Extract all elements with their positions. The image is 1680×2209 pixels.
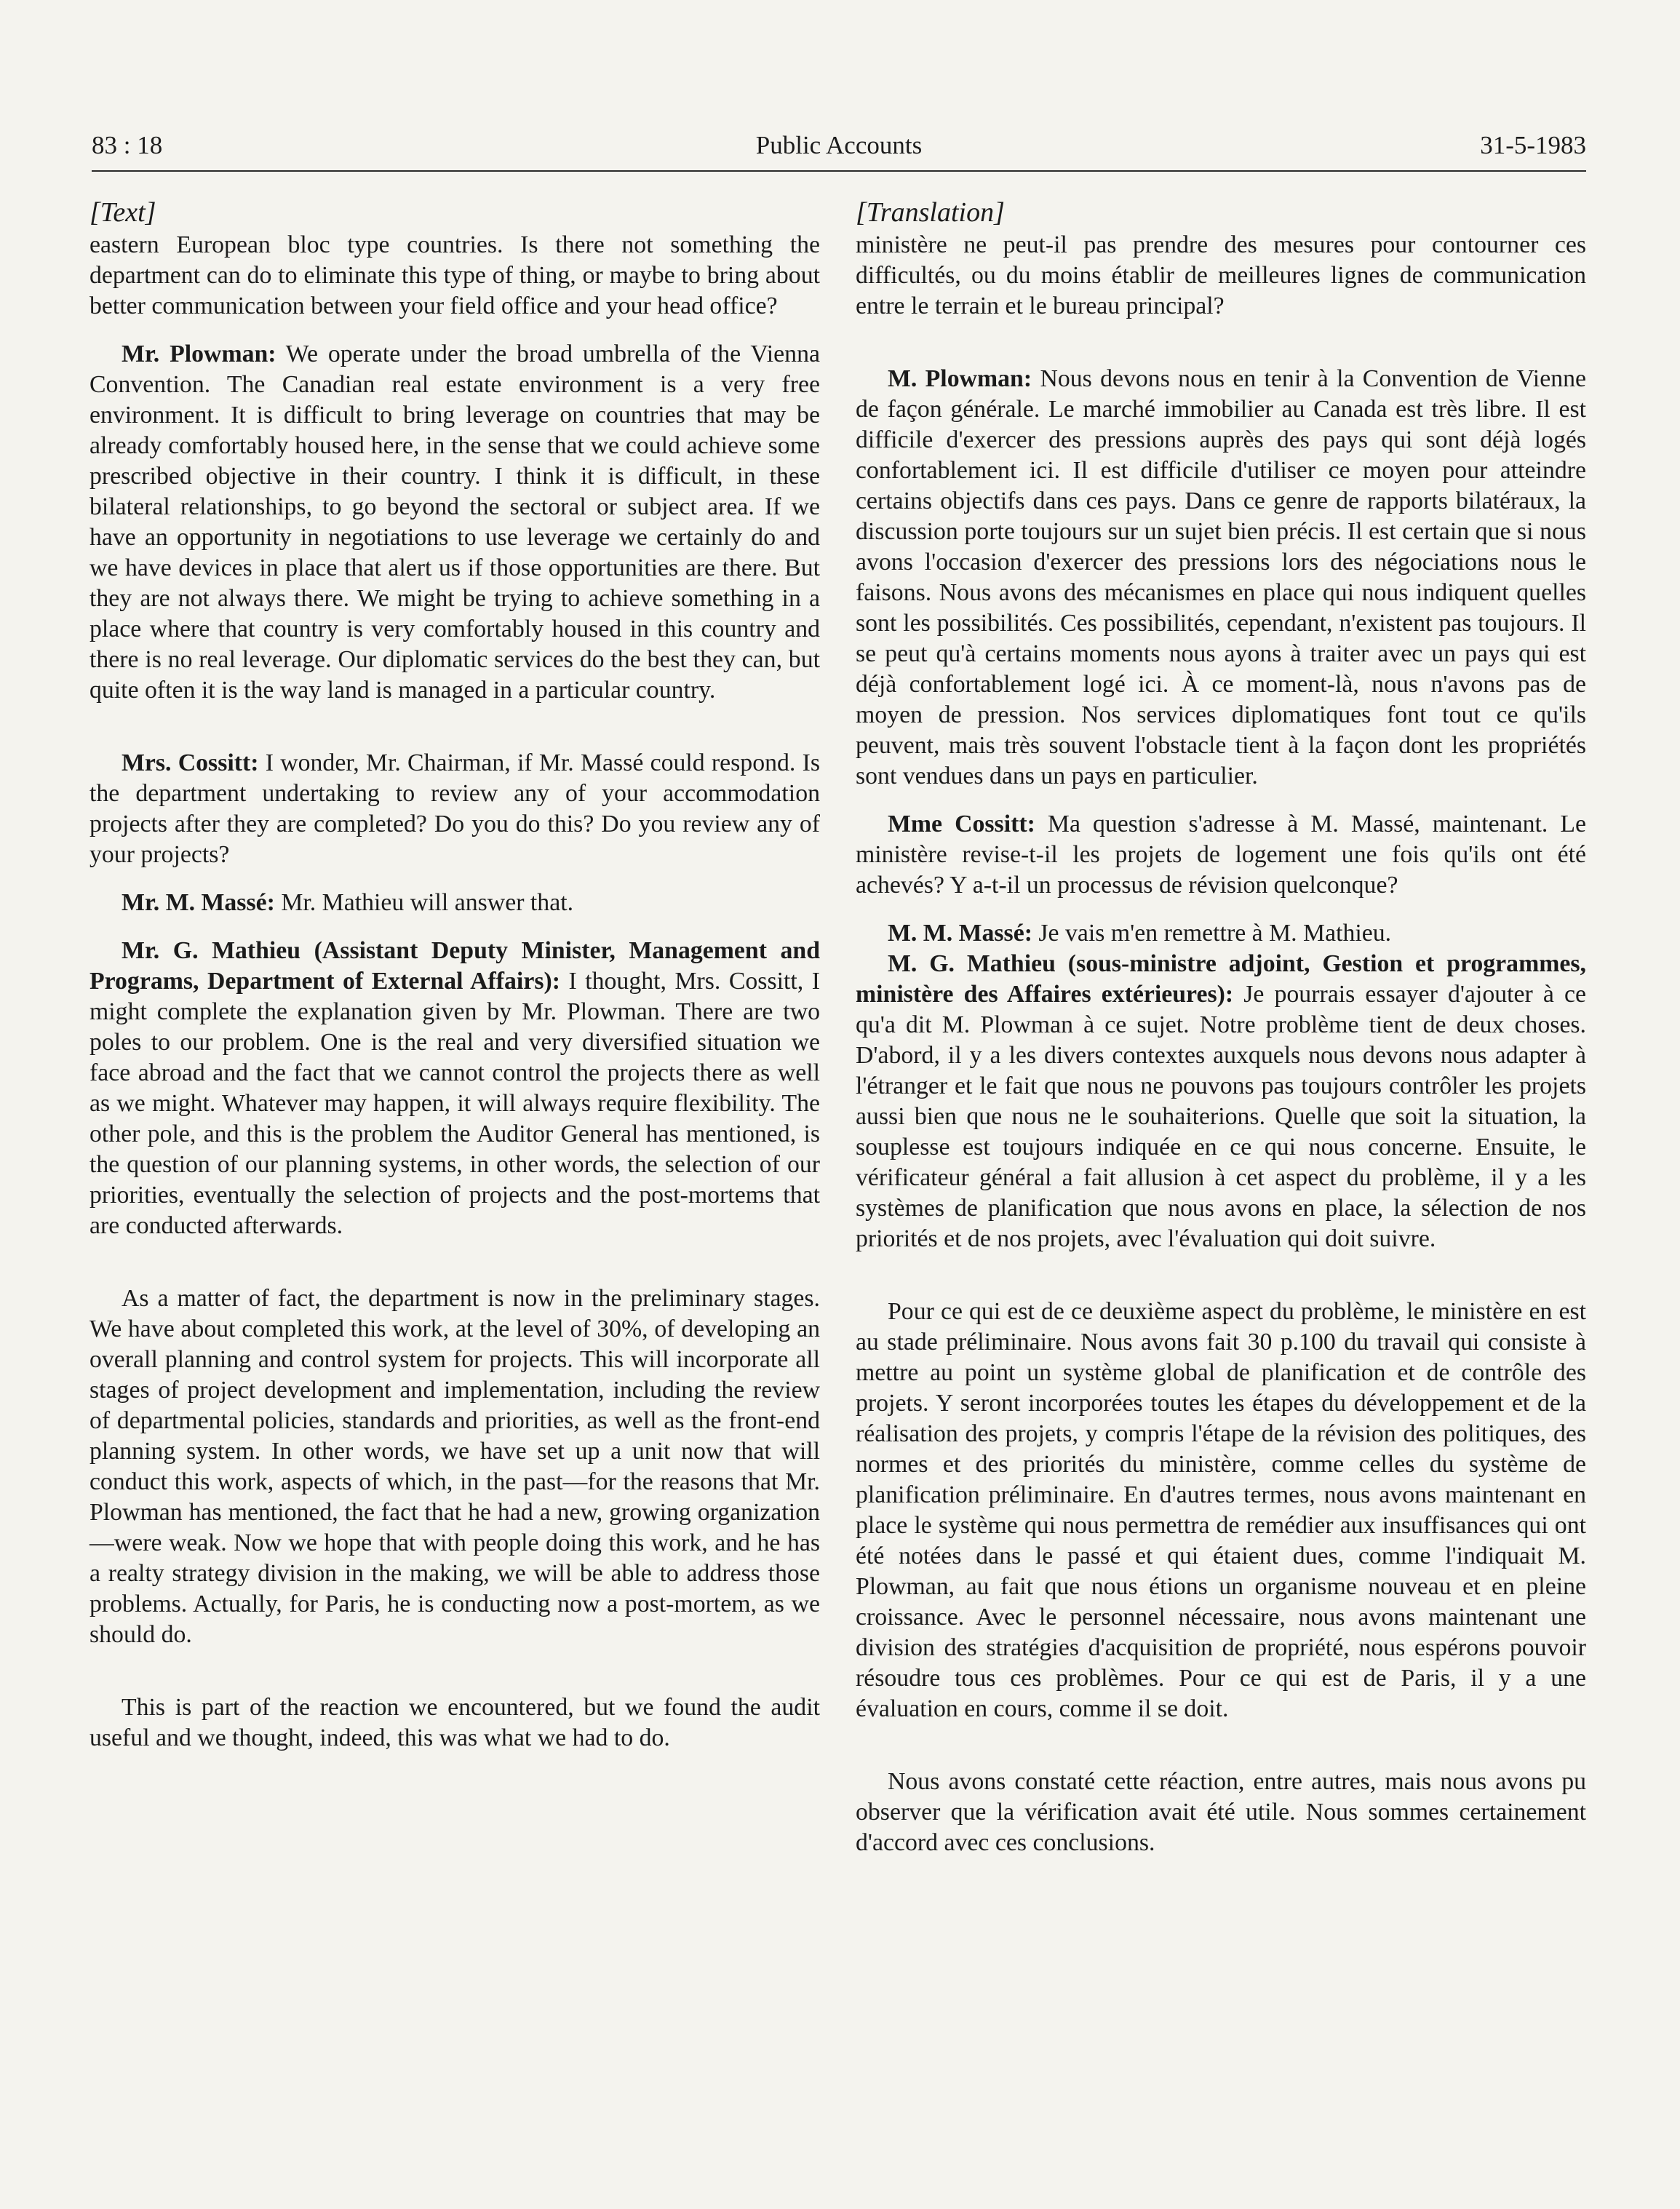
paragraph	[89, 936, 820, 1241]
paragraph	[89, 748, 820, 870]
page-header	[92, 130, 1586, 172]
paragraph-text: Nous devons nous en tenir à la Convention de Vienne de façon générale. Le marché immobilier au Canada est très libre. Il est difficile d'exercer des pressions auprès des pays qui sont déjà logés confortablement ici. Il est difficile d'utiliser ce moyen pour atteindre certains objectifs dans ces pays. Dans ce genre de rapports bilatéraux, la discussion porte toujours sur un sujet bien précis. Il est certain que si nous avons l'occasion d'exercer des pressions lors des négociations nous le faisons. Nous avons des mécanismes en place qui nous indiquent quelles sont les possibilités. Ces possibilités, cependant, n'existent pas toujours. Il se peut qu'à certains moments nous ayons à traiter avec un pays qui est déjà confortablement logé ici. À ce moment-là, nous n'avons pas de moyen de pression. Nos services diplomatiques font tout ce qu'ils peuvent, mais très souvent l'obstacle tient à la façon dont les propriétés sont vendues dans un pays en particulier.	[856, 365, 1586, 789]
paragraph: This is part of the reaction we encountered, but we found the audit useful and we thought, indeed, this was what we had to do.	[89, 1693, 820, 1751]
paragraph-text: Mr. Mathieu will answer that.	[281, 888, 574, 916]
speaker-name: M. G. Mathieu (sous-ministre adjoint, Gestion et programmes, ministère des Affaires extérieures):	[856, 950, 1586, 1008]
paragraph	[856, 949, 1586, 1254]
paragraph	[856, 918, 1586, 949]
paragraph	[856, 809, 1586, 901]
paragraph-text: Je pourrais essayer d'ajouter à ce qu'a dit M. Plowman à ce sujet. Notre problème tient de deux choses. D'abord, il y a les divers contextes auxquels nous devons nous adapter à l'étranger et le fait que nous ne pouvons pas toujours contrôler les projets aussi bien que nous ne le souhaiterions. Quelle que soit la situation, la souplesse est toujours indiquée en ce qui nous concerne. Ensuite, le vérificateur général a fait allusion à cet aspect du problème, il y a les systèmes de planification que nous avons en place, la sélection de nos priorités et de nos projets, avec l'évaluation qui doit suivre.	[856, 980, 1586, 1252]
speaker-name: Mr. Plowman:	[122, 340, 276, 367]
column-tag: [Text]	[89, 197, 156, 228]
speaker-name: M. M. Massé:	[888, 919, 1032, 947]
paragraph-text: Je vais m'en remettre à M. Mathieu.	[1038, 919, 1392, 947]
speaker-name: Mme Cossitt:	[888, 810, 1035, 837]
page-reference: 83 : 18	[92, 131, 163, 159]
paragraph-text: I wonder, Mr. Chairman, if Mr. Massé could respond. Is the department undertaking to review any of your accommodation projects after they are completed? Do you do this? Do you review any of your projects?	[89, 749, 820, 868]
paragraph	[89, 888, 820, 918]
paragraph-text: Ma question s'adresse à M. Massé, maintenant. Le ministère revise-t-il les projets de logement une fois qu'ils ont été achevés? Y a-t-il un processus de révision quelconque?	[856, 810, 1586, 899]
french-column	[856, 198, 1586, 1858]
paragraph	[856, 364, 1586, 792]
paragraph: Nous avons constaté cette réaction, entre autres, mais nous avons pu observer que la vérification avait été utile. Nous sommes certainement d'accord avec ces conclusions.	[856, 1767, 1586, 1856]
speaker-name: Mr. M. Massé:	[122, 888, 275, 916]
paragraph-text: We operate under the broad umbrella of the Vienna Convention. The Canadian real estate environment is a very free environment. It is difficult to bring leverage on countries that may be already comfortably housed here, in the sense that we could achieve some prescribed objective in their country. I think it is difficult, in these bilateral relationships, to go beyond the sectoral or subject area. If we have an opportunity in negotiations to use leverage we certainly do and we have devices in place that alert us if those opportunities are there. But they are not always there. We might be trying to achieve something in a place where that country is very comfortably housed in this country and there is no real leverage. Our diplomatic services do the best they can, but quite often it is the way land is managed in a particular country.	[89, 340, 820, 704]
english-column	[89, 198, 820, 1754]
paragraph: eastern European bloc type countries. Is there not something the department can do to eliminate this type of thing, or maybe to bring about better communication between your field office and your head office?	[89, 231, 820, 319]
speaker-name: M. Plowman:	[888, 365, 1032, 392]
paragraph: As a matter of fact, the department is now in the preliminary stages. We have about completed this work, at the level of 30%, of developing an overall planning and control system for projects. This will incorporate all stages of project development and implementation, including the review of departmental policies, standards and priorities, as well as the front-end planning system. In other words, we have set up a unit now that will conduct this work, aspects of which, in the past—for the reasons that Mr. Plowman has mentioned, the fact that he had a new, growing organization—were weak. Now we hope that with people doing this work, and he has a realty strategy division in the making, we will be able to address those problems. Actually, for Paris, he is conducting now a post-mortem, as we should do.	[89, 1284, 820, 1648]
speaker-name: Mr. G. Mathieu (Assistant Deputy Minister, Management and Programs, Department of External Affairs):	[89, 936, 820, 995]
paragraph-text: I thought, Mrs. Cossitt, I might complete the explanation given by Mr. Plowman. There are two poles to our problem. One is the real and very diversified situation we face abroad and the fact that we cannot control the projects there as well as we might. Whatever may happen, it will always require flexibility. The other pole, and this is the problem the Auditor General has mentioned, is the question of our planning systems, in other words, the selection of our priorities, eventually the selection of projects and the post-mortems that are conducted afterwards.	[89, 967, 820, 1239]
paragraph: ministère ne peut-il pas prendre des mesures pour contourner ces difficultés, ou du moins établir de meilleures lignes de communication entre le terrain et le bureau principal?	[856, 231, 1586, 319]
paragraph	[89, 339, 820, 706]
speaker-name: Mrs. Cossitt:	[122, 749, 259, 776]
header-date: 31-5-1983	[1480, 131, 1586, 159]
paragraph: Pour ce qui est de ce deuxième aspect du problème, le ministère en est au stade préliminaire. Nous avons fait 30 p.100 du travail qui consiste à mettre au point un système global de planification et de contrôle des projets. Y seront incorporées toutes les étapes du développement et de la réalisation des projets, y compris l'étape de la révision des politiques, des normes et des priorités du ministère, comme celles du système de planification préliminaire. En d'autres termes, nous avons maintenant en place le système qui nous permettra de remédier aux insuffisances qui ont été notées dans le passé et qui étaient dues, comme l'indiquait M. Plowman, au fait que nous étions un organisme nouveau et en pleine croissance. Avec le personnel nécessaire, nous avons maintenant une division des stratégies d'acquisition de propriété, nous espérons pouvoir résoudre tous ces problèmes. Pour ce qui est de Paris, il y a une évaluation en cours, comme il se doit.	[856, 1297, 1586, 1722]
running-title: Public Accounts	[755, 131, 923, 159]
column-tag: [Translation]	[856, 197, 1005, 228]
